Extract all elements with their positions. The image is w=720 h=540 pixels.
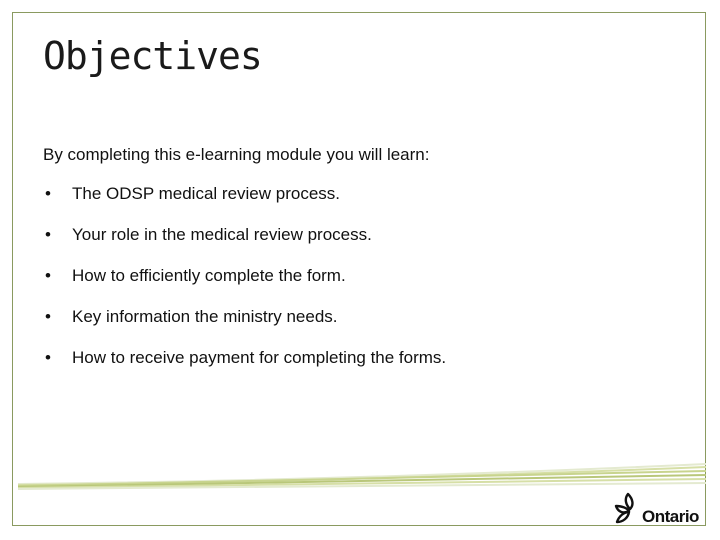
bullet-icon: • [45, 184, 51, 203]
intro-text: By completing this e-learning module you will learn: [43, 145, 430, 164]
list-item-text: Your role in the medical review process. [72, 225, 372, 244]
ontario-logo-text: Ontario [642, 507, 699, 526]
bullet-icon: • [45, 266, 51, 285]
list-item [43, 348, 446, 389]
bullet-icon: • [45, 348, 51, 367]
list-item [43, 266, 446, 307]
list-item-text: How to receive payment for completing the forms. [72, 348, 447, 367]
slide-title: Objectives [43, 34, 262, 78]
decorative-stripes [18, 462, 706, 490]
bullet-icon: • [45, 225, 51, 244]
list-item-text: Key information the ministry needs. [72, 307, 338, 326]
list-item-text: The ODSP medical review process. [72, 184, 341, 203]
list-item [43, 307, 446, 348]
objectives-list [43, 184, 446, 389]
bullet-icon: • [45, 307, 51, 326]
list-item-text: How to efficiently complete the form. [72, 266, 346, 285]
list-item [43, 184, 446, 225]
list-item [43, 225, 446, 266]
